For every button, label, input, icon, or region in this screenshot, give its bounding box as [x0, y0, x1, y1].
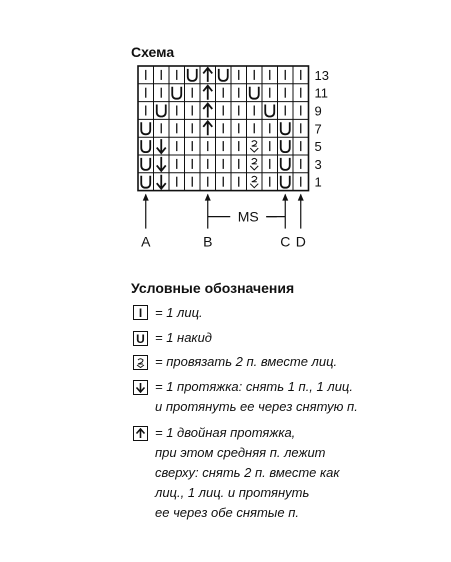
legend-line: лиц., 1 лиц. и протянуть: [155, 485, 310, 500]
legend-line: = 1 лиц.: [155, 305, 203, 320]
legend-line: = 1 накид: [155, 330, 212, 345]
yarn-over-icon: [141, 158, 150, 170]
yarn-over-icon: [281, 176, 290, 188]
ms-label: MS: [237, 208, 259, 225]
up-arrow-icon: [133, 426, 148, 441]
yarn-over-icon: [157, 105, 166, 117]
up-arrow-icon: [203, 121, 212, 135]
yarn-over-icon: [281, 122, 290, 134]
legend-line: ее через обе снятые п.: [155, 505, 299, 520]
up-arrow-icon: [203, 68, 212, 82]
legend-text-double-decrease: [155, 423, 340, 523]
legend-text-k2tog: [155, 352, 337, 372]
marker-label-d: D: [295, 233, 306, 250]
down-arrow-icon: [133, 380, 148, 395]
row-number: 11: [314, 85, 328, 101]
yarn-over-icon: [281, 158, 290, 170]
legend-line: и протянуть ее через снятую п.: [155, 399, 358, 414]
yarn-over-icon: [250, 87, 259, 99]
yarn-over-icon: [188, 69, 197, 81]
row-number: 9: [314, 103, 322, 119]
legend-line: сверху: снять 2 п. вместе как: [155, 465, 340, 480]
yarn-over-icon: [141, 122, 150, 134]
marker-arrowhead: [143, 194, 149, 201]
marker-arrowhead: [298, 194, 304, 201]
down-arrow-icon: [157, 139, 166, 153]
yarn-over-icon: [219, 69, 228, 81]
row-number: 7: [314, 121, 322, 137]
knit-stitch-icon: [133, 305, 148, 320]
down-arrow-icon: [157, 175, 166, 189]
k2tog-icon: [133, 355, 148, 370]
marker-arrowhead: [282, 194, 288, 201]
marker-label-b: B: [203, 233, 213, 250]
yarn-over-icon: [172, 87, 181, 99]
legend-text-knit: [155, 303, 203, 323]
row-number: 3: [314, 156, 322, 172]
k2tog-icon: [250, 166, 258, 170]
yarn-over-symbol: U: [136, 331, 145, 346]
down-arrow-icon: [157, 157, 166, 171]
row-number: 1: [314, 174, 322, 190]
marker-arrowhead: [205, 194, 211, 201]
legend-title: Условные обозначения: [131, 280, 295, 296]
row-number: 13: [314, 67, 329, 83]
yarn-over-icon: [281, 140, 290, 152]
up-arrow-icon: [203, 104, 212, 118]
chart-title: Схема: [131, 44, 175, 60]
legend-text-ssk: [155, 377, 358, 417]
yarn-over-icon: [133, 331, 148, 346]
k2tog-icon: [252, 158, 257, 164]
legend-text-yarn-over: [155, 328, 212, 348]
knitting-chart: [0, 0, 451, 280]
knit-symbol: I: [138, 305, 143, 320]
yarn-over-icon: [141, 176, 150, 188]
k2tog-icon: [250, 184, 258, 188]
yarn-over-icon: [141, 140, 150, 152]
row-number: 5: [314, 139, 322, 155]
k2tog-icon: [252, 141, 257, 147]
legend-line: = 1 двойная протяжка,: [155, 425, 296, 440]
yarn-over-icon: [265, 105, 274, 117]
marker-label-a: A: [141, 233, 151, 250]
legend-line: при этом средняя п. лежит: [155, 445, 326, 460]
up-arrow-icon: [203, 86, 212, 100]
marker-label-c: C: [280, 233, 291, 250]
k2tog-icon: [252, 176, 257, 182]
k2tog-icon: [250, 148, 258, 152]
legend-line: = провязать 2 п. вместе лиц.: [155, 354, 338, 369]
legend-line: = 1 протяжка: снять 1 п., 1 лиц.: [155, 379, 353, 394]
